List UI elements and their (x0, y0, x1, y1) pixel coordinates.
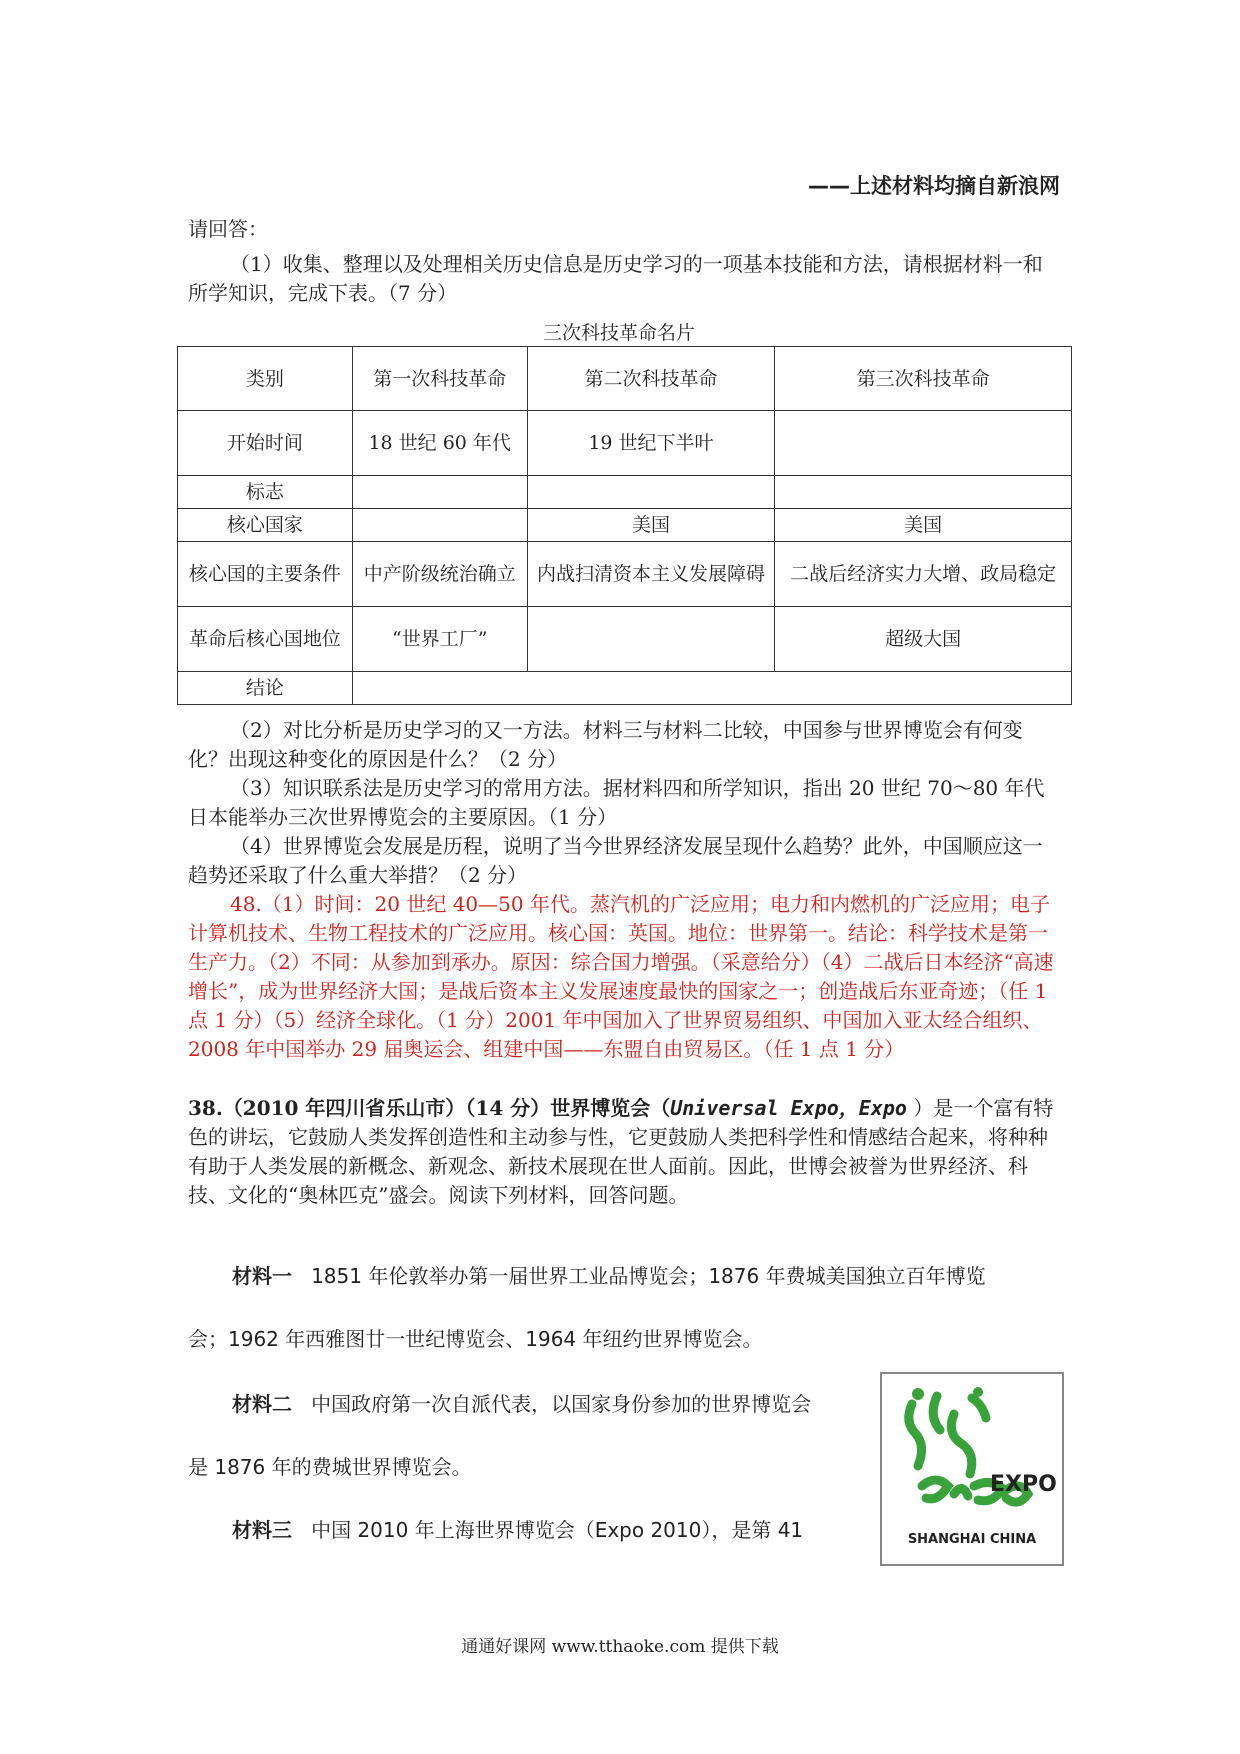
table-row (178, 542, 1072, 607)
table-cell: 核心国的主要条件 (178, 542, 353, 607)
source-note: ——上述材料均摘自新浪网 (808, 174, 1060, 198)
table-cell: 核心国家 (178, 509, 353, 542)
table-cell: 美国 (775, 509, 1072, 542)
material-label: 材料一 (232, 1264, 292, 1288)
material-text: 中国政府第一次自派代表，以国家身份参加的世界博览会 (311, 1392, 812, 1416)
material-label: 材料二 (232, 1392, 292, 1416)
table-cell (775, 411, 1072, 476)
table-cell: 革命后核心国地位 (178, 607, 353, 672)
material-text: 1851 年伦敦举办第一届世界工业品博览会；1876 年费城美国独立百年博览 (311, 1264, 986, 1288)
table-row (178, 411, 1072, 476)
material-2 (188, 1388, 868, 1480)
revolution-table (177, 346, 1072, 705)
material-text: 是 1876 年的费城世界博览会。 (188, 1455, 472, 1479)
footer: 通通好课网 www.tthaoke.com 提供下载 (461, 1637, 779, 1657)
table-cell: 内战扫清资本主义发展障碍 (527, 542, 775, 607)
question-3: （3）知识联系法是历史学习的常用方法。据材料四和所学知识，指出 20 世纪 70～80 年代日本能举办三次世界博览会的主要原因。（1 分） (188, 776, 1045, 829)
material-label: 材料三 (232, 1518, 292, 1542)
table-cell: 标志 (178, 476, 353, 509)
material-text: 中国 2010 年上海世界博览会（Expo 2010），是第 41 (311, 1518, 804, 1542)
question-1: （1）收集、整理以及处理相关历史信息是历史学习的一项基本技能和方法，请根据材料一和所学知识，完成下表。（7 分） (188, 252, 1043, 305)
intro-text: 请回答： (188, 217, 268, 241)
logo-text: EXPO (990, 1472, 1057, 1497)
table-cell: 开始时间 (178, 411, 353, 476)
table-row (178, 509, 1072, 542)
header-cell: 第二次科技革命 (527, 347, 775, 411)
table-cell (352, 476, 527, 509)
question-38-body: ）是一个富有特色的讲坛，它鼓励人类发挥创造性和主动参与性，它更鼓励人类把科学性和情感结合起来，将种种有助于人类发展的新概念、新观念、新技术展现在世人面前。因此，世博会被誉为世界经济、科技、文化的“奥林匹克”盛会。阅读下列材料，回答问题。 (188, 1096, 1054, 1207)
material-text: 会；1962 年西雅图廿一世纪博览会、1964 年纽约世界博览会。 (188, 1327, 763, 1351)
expo-mascot-icon (882, 1374, 1062, 1534)
table-row (178, 672, 1072, 705)
expo-2010-logo (880, 1372, 1064, 1566)
table-cell: 美国 (527, 509, 775, 542)
question-4: （4）世界博览会发展是历程，说明了当今世界经济发展呈现什么趋势？此外，中国顺应这一趋势还采取了什么重大举措？（2 分） (188, 834, 1043, 887)
question-38-head: 38.（2010 年四川省乐山市）（14 分）世界博览会（ (188, 1096, 671, 1120)
header-cell: 第一次科技革命 (352, 347, 527, 411)
question-38 (188, 1094, 1060, 1210)
table-cell (352, 672, 1071, 705)
question-2: （2）对比分析是历史学习的又一方法。材料三与材料二比较，中国参与世界博览会有何变化？出现这种变化的原因是什么？（2 分） (188, 718, 1023, 771)
header-cell: 类别 (178, 347, 353, 411)
table-row (178, 347, 1072, 411)
table-cell (352, 509, 527, 542)
header-cell: 第三次科技革命 (775, 347, 1072, 411)
table-cell (775, 476, 1072, 509)
logo-subtext: SHANGHAI CHINA (907, 1532, 1037, 1547)
answer-48: 48.（1）时间：20 世纪 40—50 年代。蒸汽机的广泛应用；电力和内燃机的广泛应用；电子计算机技术、生物工程技术的广泛应用。核心国：英国。地位：世界第一。结论：科学技术是第一生产力。（2）不同：从参加到承办。原因：综合国力增强。（采意给分）（4）二战后日本经济“高速增长”，成为世界经济大国；是战后资本主义发展速度最快的国家之一；创造战后东亚奇迹；（任 1 点 1 分）（5）经济全球化。（1 分）2001 年中国加入了世界贸易组织、中国加入亚太经合组织、2008 年中国举办 29 届奥运会、组建中国——东盟自由贸易区。（任 1 点 1 分） (188, 892, 1054, 1061)
table-cell: 二战后经济实力大增、政局稳定 (775, 542, 1072, 607)
table-cell: 结论 (178, 672, 353, 705)
table-cell (527, 476, 775, 509)
table-title: 三次科技革命名片 (542, 322, 695, 344)
table-row (178, 607, 1072, 672)
table-cell (527, 607, 775, 672)
question-38-english: Universal Expo，Expo (670, 1096, 907, 1120)
table-row (178, 476, 1072, 509)
table-cell: “世界工厂” (352, 607, 527, 672)
table-cell: 19 世纪下半叶 (527, 411, 775, 476)
material-3 (188, 1514, 868, 1543)
table-cell: 超级大国 (775, 607, 1072, 672)
table-cell: 18 世纪 60 年代 (352, 411, 527, 476)
table-cell: 中产阶级统治确立 (352, 542, 527, 607)
material-1 (188, 1260, 1068, 1352)
